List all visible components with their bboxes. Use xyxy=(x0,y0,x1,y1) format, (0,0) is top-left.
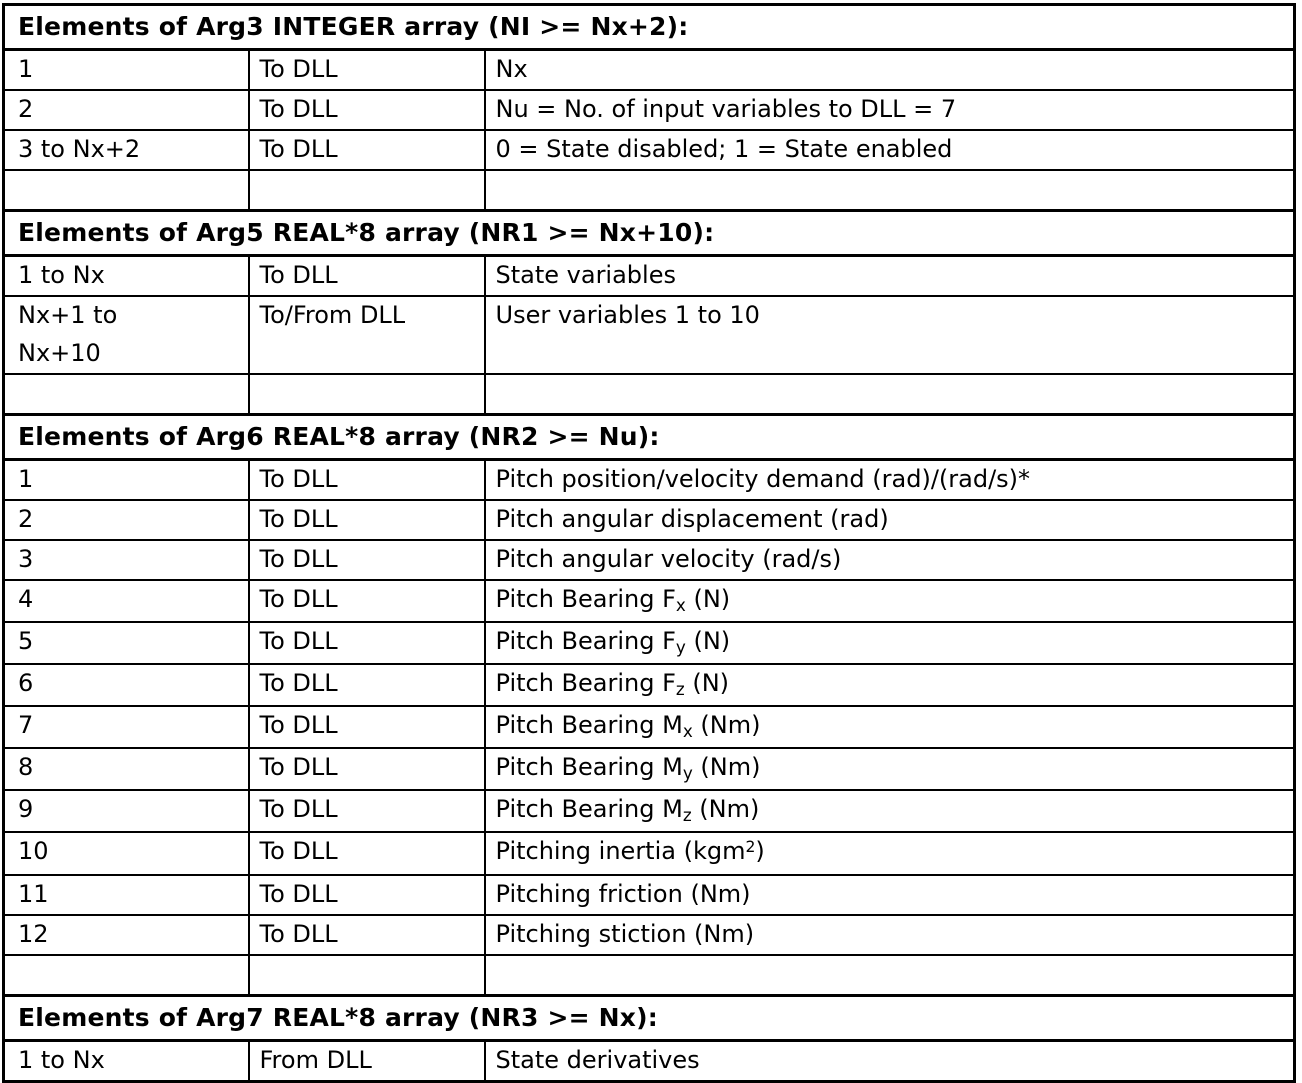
cell-direction xyxy=(249,296,485,374)
empty-cell xyxy=(485,955,1295,996)
description-text-post: (N) xyxy=(685,627,731,655)
cell-description xyxy=(485,540,1295,580)
description-subscript: x xyxy=(682,720,693,741)
empty-cell xyxy=(4,955,249,996)
direction-label: To DLL xyxy=(259,711,338,739)
cell-element-index xyxy=(4,915,249,955)
description-text: Pitch angular displacement (rad) xyxy=(495,505,889,533)
table-row xyxy=(4,90,1295,130)
direction-label: To DLL xyxy=(259,465,338,493)
spacer-row xyxy=(4,374,1295,415)
cell-element-index xyxy=(4,664,249,706)
cell-direction xyxy=(249,460,485,501)
description-text: Pitching stiction (Nm) xyxy=(495,920,755,948)
description-text: State derivatives xyxy=(495,1046,700,1074)
element-index: 1 to Nx xyxy=(18,1046,105,1074)
cell-description xyxy=(485,50,1295,91)
description-text: State variables xyxy=(495,261,676,289)
description-text-post: (N) xyxy=(684,669,730,697)
direction-label: To DLL xyxy=(259,669,338,697)
description-text-post: (N) xyxy=(685,585,731,613)
description-text: Pitch position/velocity demand (rad)/(rad/s)* xyxy=(495,465,1031,493)
cell-direction xyxy=(249,706,485,748)
table-row xyxy=(4,460,1295,501)
description-text: Pitch angular velocity (rad/s) xyxy=(495,545,842,573)
cell-direction xyxy=(249,622,485,664)
cell-description xyxy=(485,748,1295,790)
description-subscript: z xyxy=(675,678,685,699)
table-row xyxy=(4,875,1295,915)
direction-label: To DLL xyxy=(259,627,338,655)
empty-cell xyxy=(249,374,485,415)
element-index: 1 xyxy=(18,465,34,493)
table-row xyxy=(4,622,1295,664)
table-row xyxy=(4,748,1295,790)
cell-element-index xyxy=(4,540,249,580)
cell-direction xyxy=(249,580,485,622)
table-row xyxy=(4,500,1295,540)
element-index: 2 xyxy=(18,95,34,123)
description-text: Nu = No. of input variables to DLL = 7 xyxy=(495,95,957,123)
cell-element-index xyxy=(4,832,249,875)
spacer-row xyxy=(4,170,1295,211)
element-index: 6 xyxy=(18,669,34,697)
cell-direction xyxy=(249,50,485,91)
description-text: 0 = State disabled; 1 = State enabled xyxy=(495,135,953,163)
cell-direction xyxy=(249,664,485,706)
element-index: 3 xyxy=(18,545,34,573)
cell-element-index xyxy=(4,875,249,915)
empty-cell xyxy=(249,170,485,211)
empty-cell xyxy=(4,170,249,211)
cell-description xyxy=(485,832,1295,875)
table-row xyxy=(4,1041,1295,1082)
cell-description xyxy=(485,580,1295,622)
cell-description xyxy=(485,460,1295,501)
table-row xyxy=(4,832,1295,875)
cell-direction xyxy=(249,130,485,170)
description-superscript: 2 xyxy=(745,838,756,857)
description-text: Pitching friction (Nm) xyxy=(495,880,751,908)
cell-element-index xyxy=(4,90,249,130)
cell-element-index xyxy=(4,50,249,91)
cell-description xyxy=(485,622,1295,664)
cell-direction xyxy=(249,748,485,790)
description-text-post: (Nm) xyxy=(692,711,761,739)
cell-element-index xyxy=(4,790,249,832)
description-text: Pitch Bearing M xyxy=(495,711,683,739)
cell-element-index xyxy=(4,580,249,622)
section-title: Elements of Arg7 REAL*8 array (NR3 >= Nx): xyxy=(18,1003,658,1032)
table-row xyxy=(4,790,1295,832)
element-index: 11 xyxy=(18,880,49,908)
dll-arguments-table xyxy=(2,3,1296,1083)
element-index: 8 xyxy=(18,753,34,781)
cell-description xyxy=(485,296,1295,374)
section-title: Elements of Arg6 REAL*8 array (NR2 >= Nu): xyxy=(18,422,660,451)
cell-direction xyxy=(249,500,485,540)
table-row xyxy=(4,296,1295,374)
cell-direction xyxy=(249,832,485,875)
cell-description xyxy=(485,875,1295,915)
description-text: Nx xyxy=(495,55,528,83)
section-title: Elements of Arg3 INTEGER array (NI >= Nx+2): xyxy=(18,12,689,41)
direction-label: To DLL xyxy=(259,795,338,823)
direction-label: To DLL xyxy=(259,753,338,781)
cell-description xyxy=(485,915,1295,955)
description-text: Pitch Bearing M xyxy=(495,753,683,781)
description-text: User variables 1 to 10 xyxy=(495,301,760,329)
description-text: Pitch Bearing F xyxy=(495,585,676,613)
direction-label: To DLL xyxy=(259,880,338,908)
table-row xyxy=(4,256,1295,297)
cell-direction xyxy=(249,540,485,580)
cell-description xyxy=(485,256,1295,297)
table-row xyxy=(4,130,1295,170)
section-row-arg7 xyxy=(4,996,1295,1041)
table-row xyxy=(4,915,1295,955)
cell-description xyxy=(485,130,1295,170)
description-text: Pitch Bearing F xyxy=(495,627,676,655)
element-index: 2 xyxy=(18,505,34,533)
description-text-post: (Nm) xyxy=(692,753,761,781)
element-index: 5 xyxy=(18,627,34,655)
section-row-arg3 xyxy=(4,5,1295,50)
cell-direction xyxy=(249,256,485,297)
element-index-line2: Nx+10 xyxy=(18,339,101,367)
cell-description xyxy=(485,706,1295,748)
description-subscript: y xyxy=(682,762,693,783)
cell-element-index xyxy=(4,460,249,501)
direction-label: To DLL xyxy=(259,505,338,533)
table-row xyxy=(4,540,1295,580)
direction-label: To DLL xyxy=(259,920,338,948)
direction-label: To DLL xyxy=(259,837,338,865)
cell-description xyxy=(485,500,1295,540)
empty-cell xyxy=(485,170,1295,211)
section-header-arg5 xyxy=(4,211,1295,256)
element-index: 1 to Nx xyxy=(18,261,105,289)
description-subscript: y xyxy=(675,636,686,657)
cell-element-index xyxy=(4,1041,249,1082)
element-index: 1 xyxy=(18,55,34,83)
direction-label: From DLL xyxy=(259,1046,372,1074)
cell-description xyxy=(485,1041,1295,1082)
direction-label: To/From DLL xyxy=(259,301,406,329)
section-header-arg7 xyxy=(4,996,1295,1041)
cell-description xyxy=(485,90,1295,130)
table-row xyxy=(4,706,1295,748)
description-subscript: x xyxy=(675,594,686,615)
cell-element-index xyxy=(4,622,249,664)
empty-cell xyxy=(485,374,1295,415)
description-text: Pitch Bearing M xyxy=(495,795,683,823)
description-text: Pitching inertia (kgm xyxy=(495,837,746,865)
element-index: 12 xyxy=(18,920,49,948)
element-index: 10 xyxy=(18,837,49,865)
element-index: 3 to Nx+2 xyxy=(18,135,141,163)
direction-label: To DLL xyxy=(259,545,338,573)
empty-cell xyxy=(4,374,249,415)
table-row xyxy=(4,50,1295,91)
description-text-post: ) xyxy=(755,837,765,865)
section-title: Elements of Arg5 REAL*8 array (NR1 >= Nx+10): xyxy=(18,218,715,247)
direction-label: To DLL xyxy=(259,585,338,613)
cell-direction xyxy=(249,790,485,832)
cell-element-index xyxy=(4,500,249,540)
cell-description xyxy=(485,790,1295,832)
cell-element-index xyxy=(4,748,249,790)
section-row-arg5 xyxy=(4,211,1295,256)
cell-direction xyxy=(249,1041,485,1082)
section-row-arg6 xyxy=(4,415,1295,460)
cell-element-index xyxy=(4,256,249,297)
cell-direction xyxy=(249,90,485,130)
cell-element-index xyxy=(4,296,249,374)
element-index: 4 xyxy=(18,585,34,613)
description-subscript: z xyxy=(682,804,692,825)
direction-label: To DLL xyxy=(259,261,338,289)
section-header-arg3 xyxy=(4,5,1295,50)
spacer-row xyxy=(4,955,1295,996)
cell-description xyxy=(485,664,1295,706)
description-text-post: (Nm) xyxy=(691,795,760,823)
section-header-arg6 xyxy=(4,415,1295,460)
description-text: Pitch Bearing F xyxy=(495,669,676,697)
table-row xyxy=(4,664,1295,706)
element-index: 9 xyxy=(18,795,34,823)
direction-label: To DLL xyxy=(259,135,338,163)
cell-element-index xyxy=(4,706,249,748)
empty-cell xyxy=(249,955,485,996)
cell-element-index xyxy=(4,130,249,170)
direction-label: To DLL xyxy=(259,55,338,83)
element-index: 7 xyxy=(18,711,34,739)
direction-label: To DLL xyxy=(259,95,338,123)
element-index: Nx+1 to xyxy=(18,301,118,329)
cell-direction xyxy=(249,875,485,915)
table-row xyxy=(4,580,1295,622)
cell-direction xyxy=(249,915,485,955)
